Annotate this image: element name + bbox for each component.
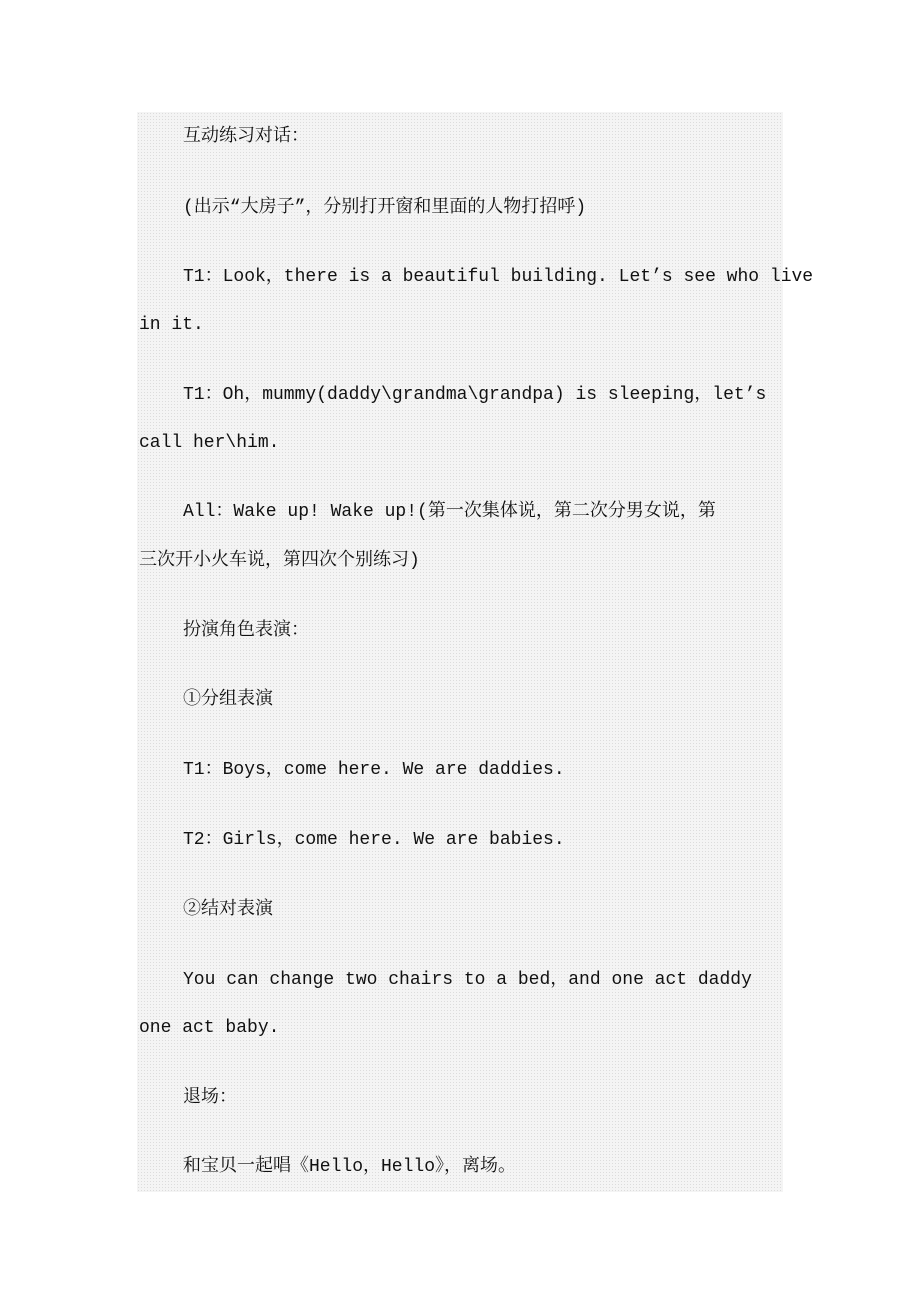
paragraph: T1：Oh，mummy(daddy\grandma\grandpa) is sleeping，let’s: [183, 385, 767, 405]
paragraph-continuation: in it.: [139, 315, 204, 335]
paragraph: T1：Look，there is a beautiful building. Let’s see who live: [183, 267, 814, 287]
paragraph: You can change two chairs to a bed，and one act daddy: [183, 970, 752, 990]
paragraph: ①分组表演: [183, 690, 273, 710]
paragraph-continuation: call her\him.: [139, 433, 280, 453]
paragraph: All：Wake up! Wake up!(第一次集体说，第二次分男女说，第: [183, 502, 716, 522]
heading-role-play: 扮演角色表演：: [183, 621, 309, 641]
paragraph: (出示“大房子”，分别打开窗和里面的人物打招呼): [183, 198, 587, 218]
paragraph: T2：Girls，come here. We are babies.: [183, 830, 565, 850]
paragraph-continuation: 三次开小火车说，第四次个别练习): [139, 551, 420, 571]
paragraph-continuation: one act baby.: [139, 1018, 280, 1038]
heading-interactive-dialogue: 互动练习对话：: [183, 127, 309, 147]
paragraph: T1：Boys，come here. We are daddies.: [183, 760, 565, 780]
heading-exit: 退场：: [183, 1088, 237, 1108]
paragraph: 和宝贝一起唱《Hello，Hello》，离场。: [183, 1157, 517, 1177]
paragraph: ②结对表演: [183, 900, 273, 920]
